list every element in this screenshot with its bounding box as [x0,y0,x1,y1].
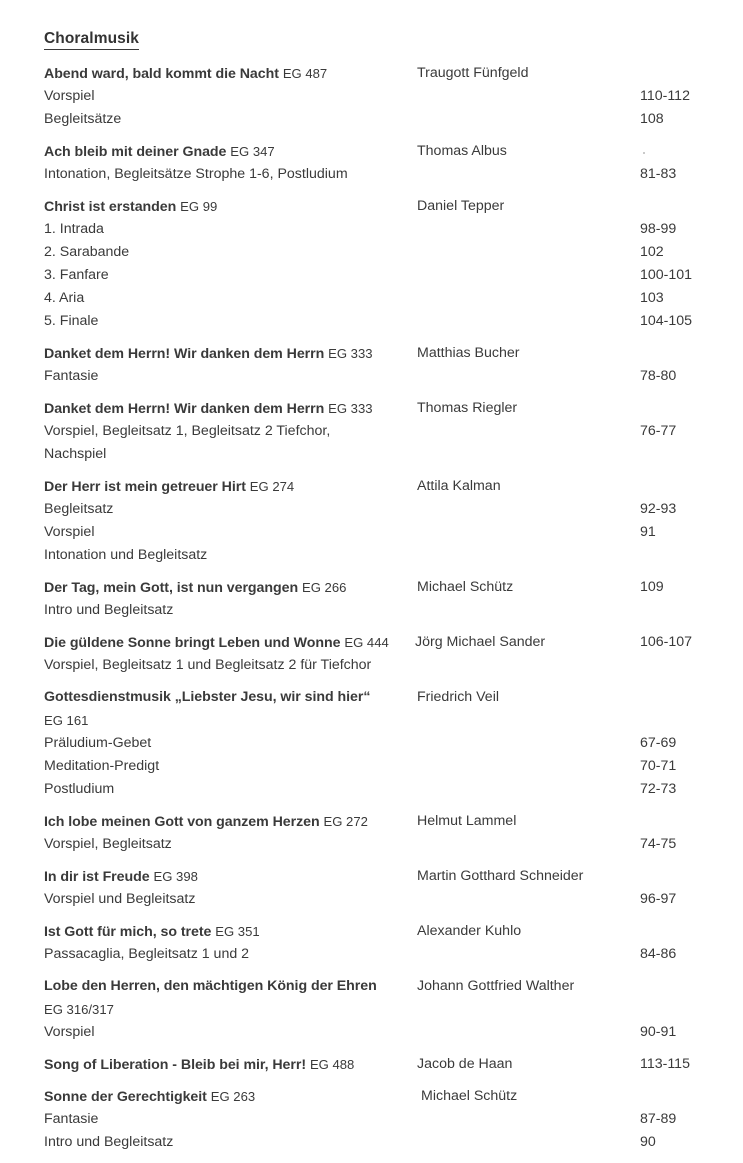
work-title-row [44,865,709,888]
part-label: Begleitsätze [44,111,122,127]
work-composer: Matthias Bucher [417,345,520,361]
work-part-row [44,85,709,108]
part-pages: 108 [640,111,664,127]
work-eg-number: EG 161 [44,713,89,728]
work-title-row [44,1085,709,1108]
work-title-text: Ist Gott für mich, so trete [44,924,212,940]
part-pages: 72-73 [640,781,677,797]
part-label: Intonation und Begleitsatz [44,547,208,563]
work-title [44,342,373,366]
work-composer: Alexander Kuhlo [417,923,522,939]
part-pages: 103 [640,290,664,306]
part-label: 1. Intrada [44,221,104,237]
work-part-row [44,443,709,466]
part-label: Fantasie [44,368,99,384]
work-composer: Daniel Tepper [417,198,505,214]
work-entry [44,475,709,567]
work-composer: Friedrich Veil [417,689,500,705]
part-label: Vorspiel und Begleitsatz [44,891,196,907]
part-label: 3. Fanfare [44,267,109,283]
work-title-text: Danket dem Herrn! Wir danken dem Herrn [44,346,325,362]
work-eg-number: EG 333 [328,346,373,361]
work-part-row [44,599,709,622]
work-composer: Jörg Michael Sander [415,634,546,650]
part-label: 2. Sarabande [44,244,130,260]
part-label: Intro und Begleitsatz [44,1134,174,1150]
part-pages: 90-91 [640,1024,677,1040]
work-entry [44,62,709,131]
work-pages: 113-115 [640,1056,690,1072]
work-composer: Thomas Riegler [417,400,518,416]
work-part-row [44,943,709,966]
work-title-text: Christ ist erstanden [44,199,177,215]
work-title [44,1053,354,1077]
work-title-row [44,195,709,218]
work-eg-number: EG 274 [249,479,295,494]
work-title [44,631,389,655]
scan-speck [643,152,645,154]
work-eg-number: EG 272 [323,814,368,829]
part-pages: 70-71 [640,758,677,774]
part-pages: 104-105 [640,313,693,329]
work-title [44,865,198,889]
part-pages: 76-77 [640,423,677,439]
work-composer: Michael Schütz [421,1088,518,1104]
work-title-row [44,140,709,163]
work-eg-number: EG 99 [180,199,218,214]
work-eg-number: EG 347 [230,144,275,159]
part-label: Intonation, Begleitsätze Strophe 1-6, Postludium [44,166,348,182]
work-entry [44,195,709,333]
work-entry [44,342,709,388]
part-label: Vorspiel [44,88,95,104]
work-title-text: Lobe den Herren, den mächtigen König der Ehren [44,978,377,994]
work-entry [44,576,709,622]
work-part-row [44,108,709,131]
part-pages: 91 [640,524,656,540]
work-title-text: Gottesdienstmusik „Liebster Jesu, wir sind hier“ [44,689,371,705]
work-entry [44,810,709,856]
work-title-row [44,576,709,599]
work-title [44,975,377,998]
part-label: Vorspiel, Begleitsatz 1 und Begleitsatz 2 für Tiefchor [44,657,372,673]
part-label: Fantasie [44,1111,99,1127]
part-label: 4. Aria [44,290,85,306]
choralmusik-list [44,30,709,1163]
work-part-row [44,310,709,333]
work-eg-row [44,998,709,1021]
work-eg-number: EG 333 [328,401,373,416]
work-part-row [44,420,709,443]
work-title-row [44,397,709,420]
work-part-row [44,755,709,778]
part-label: Vorspiel, Begleitsatz [44,836,172,852]
work-part-row [44,287,709,310]
work-part-row [44,521,709,544]
part-label: Intro und Begleitsatz [44,602,174,618]
work-part-row [44,888,709,911]
work-title [44,920,260,944]
part-label: Nachspiel [44,446,107,462]
work-entry [44,975,709,1044]
work-eg-number: EG 444 [344,635,389,650]
part-label: Passacaglia, Begleitsatz 1 und 2 [44,946,250,962]
work-part-row [44,1108,709,1131]
work-composer: Helmut Lammel [417,813,517,829]
part-pages: 87-89 [640,1111,677,1127]
work-title-text: Danket dem Herrn! Wir danken dem Herrn [44,401,325,417]
work-entry [44,631,709,677]
work-title-text: Der Herr ist mein getreuer Hirt [44,479,246,495]
work-title [44,397,373,421]
part-pages: 90 [640,1134,656,1150]
work-eg-row [44,709,709,732]
work-part-row [44,264,709,287]
part-pages: 100-101 [640,267,693,283]
part-label: Vorspiel [44,524,95,540]
work-entry [44,397,709,466]
part-label: Meditation-Predigt [44,758,160,774]
work-pages: 109 [640,579,664,595]
work-title-row [44,475,709,498]
work-title-row [44,62,709,85]
work-eg-number: EG 398 [153,869,198,884]
work-entry [44,1053,709,1076]
work-part-row [44,544,709,567]
work-entry [44,686,709,801]
work-part-row [44,732,709,755]
work-composer: Johann Gottfried Walther [417,978,575,994]
part-pages: 96-97 [640,891,677,907]
work-title [44,140,275,164]
work-title-row [44,810,709,833]
work-eg-number: EG 266 [302,580,347,595]
work-title [44,1085,255,1109]
work-title-text: Ach bleib mit deiner Gnade [44,144,227,160]
work-pages: 106-107 [640,634,693,650]
work-composer: Thomas Albus [417,143,507,159]
work-eg-number: EG 316/317 [44,1002,114,1017]
work-title [44,195,217,219]
part-pages: 98-99 [640,221,677,237]
work-part-row [44,241,709,264]
work-title [44,62,327,86]
work-title-text: In dir ist Freude [44,869,150,885]
work-part-row [44,365,709,388]
part-pages: 78-80 [640,368,677,384]
work-title-row [44,631,709,654]
work-composer: Attila Kalman [417,478,501,494]
part-label: 5. Finale [44,313,99,329]
work-entry [44,920,709,966]
work-part-row [44,218,709,241]
work-part-row [44,833,709,856]
part-label: Vorspiel [44,1024,95,1040]
work-title-row [44,1053,709,1076]
work-title-row [44,686,709,709]
work-entry [44,1085,709,1154]
work-part-row [44,163,709,186]
part-label: Vorspiel, Begleitsatz 1, Begleitsatz 2 Tiefchor, [44,423,331,439]
work-eg-number: EG 351 [215,924,260,939]
part-pages: 67-69 [640,735,677,751]
work-title-text: Ich lobe meinen Gott von ganzem Herzen [44,814,320,830]
work-eg-number: EG 263 [210,1089,256,1104]
work-title [44,810,368,834]
work-composer: Jacob de Haan [417,1056,513,1072]
part-label: Postludium [44,781,115,797]
work-title-row [44,920,709,943]
work-composer: Traugott Fünfgeld [417,65,529,81]
part-pages: 74-75 [640,836,677,852]
work-entry [44,140,709,186]
work-title-row [44,342,709,365]
work-title-text: Die güldene Sonne bringt Leben und Wonne [44,635,341,651]
work-part-row [44,654,709,677]
work-title [44,475,294,499]
work-title [44,576,346,600]
part-label: Präludium-Gebet [44,735,152,751]
page-title: Choralmusik [44,30,139,50]
work-composer: Michael Schütz [417,579,514,595]
part-pages: 81-83 [640,166,677,182]
part-pages: 92-93 [640,501,677,517]
work-title-text: Der Tag, mein Gott, ist nun vergangen [44,580,299,596]
work-title-row [44,975,709,998]
part-pages: 102 [640,244,664,260]
work-title-text: Song of Liberation - Bleib bei mir, Herr! [44,1057,307,1073]
work-eg-number: EG 487 [282,66,328,81]
work-eg-number: EG 488 [309,1057,355,1072]
work-entry [44,865,709,911]
work-part-row [44,498,709,521]
part-pages: 110-112 [640,88,690,104]
work-composer: Martin Gotthard Schneider [417,868,584,884]
work-title-text: Abend ward, bald kommt die Nacht [44,66,279,82]
work-part-row [44,1021,709,1044]
work-part-row [44,778,709,801]
part-pages: 84-86 [640,946,677,962]
work-part-row [44,1131,709,1154]
part-label: Begleitsatz [44,501,114,517]
work-title-text: Sonne der Gerechtigkeit [44,1089,207,1105]
work-title [44,686,370,709]
